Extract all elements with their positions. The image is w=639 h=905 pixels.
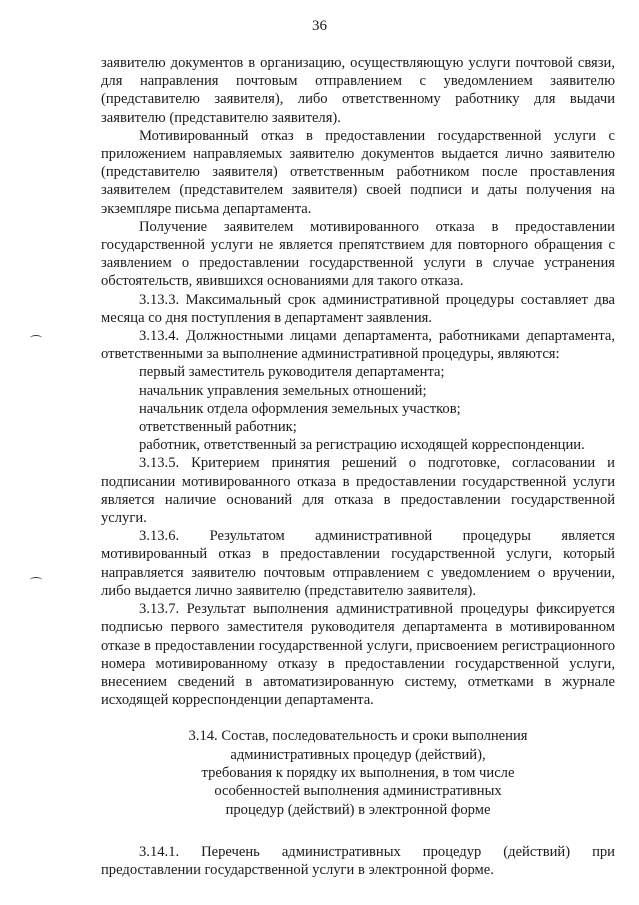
list-item: первый заместитель руководителя департамента; (139, 364, 445, 381)
paragraph: 3.13.4. Должностными лицами департамента, работниками департамента, ответственными за выполнение административной процедуры, являются: (101, 328, 615, 363)
paragraph: 3.13.5. Критерием принятия решений о подготовке, согласовании и подписании мотивированного отказа в предоставлении государственной услуги является наличие оснований для отказа в предоставлении государственной услуги. (101, 455, 615, 527)
heading-line: требования к порядку их выполнения, в том числе (201, 764, 515, 781)
margin-mark (30, 335, 42, 341)
heading-line: административных процедур (действий), (230, 746, 486, 763)
heading-line: 3.14. Состав, последовательность и сроки выполнения (188, 728, 528, 745)
paragraph: 3.13.7. Результат выполнения административной процедуры фиксируется подписью первого заместителя руководителя департамента в мотивированном отказе в предоставлении государственной услуги, присвоением регистрационного номера мотивированному отказу в предоставлении государственной услуги, внесением сведений в автоматизированную систему, отметками в журнале исходящей корреспонденции департамента. (101, 601, 615, 709)
list-item: работник, ответственный за регистрацию исходящей корреспонденции. (139, 437, 585, 454)
heading-line: процедур (действий) в электронной форме (225, 801, 491, 818)
paragraph: Получение заявителем мотивированного отказа в предоставлении государственной услуги не является препятствием для повторного обращения с заявлением о предоставлении государственной услуги в случае устранения обстоятельств, явившихся основаниями для такого отказа. (101, 218, 615, 290)
list-item: начальник управления земельных отношений; (139, 382, 427, 399)
paragraph: Мотивированный отказ в предоставлении государственной услуги с приложением направляемых заявителю документов выдается лично заявителю (представителю заявителя) ответственным работником после проставления заявителем (представителем заявителя) своей подписи и даты получения на экземпляре письма департамента. (101, 127, 615, 217)
paragraph: 3.13.6. Результатом административной процедуры является мотивированный отказ в предоставлении государственной услуги, который направляется заявителю почтовым отправлением с уведомлением о вручении, либо выдается лично заявителю (представителю заявителя). (101, 528, 615, 599)
page-number: 36 (312, 18, 327, 34)
section-heading (101, 727, 615, 818)
list-item: начальник отдела оформления земельных участков; (139, 400, 461, 417)
margin-mark (30, 577, 42, 583)
paragraph: 3.13.3. Максимальный срок административной процедуры составляет два месяца со дня поступления в департамент заявления. (101, 291, 615, 326)
document-body (101, 54, 615, 879)
list-item: ответственный работник; (139, 419, 297, 436)
heading-line: особенностей выполнения административных (214, 783, 502, 800)
paragraph: 3.14.1. Перечень административных процедур (действий) при предоставлении государственной услуги в электронной форме. (101, 843, 615, 878)
paragraph: заявителю документов в организацию, осуществляющую услуги почтовой связи, для направления почтовым отправлением с уведомлением заявителю (представителю заявителя), либо ответственному работнику для выдачи заявителю (представителю заявителя). (101, 55, 615, 126)
